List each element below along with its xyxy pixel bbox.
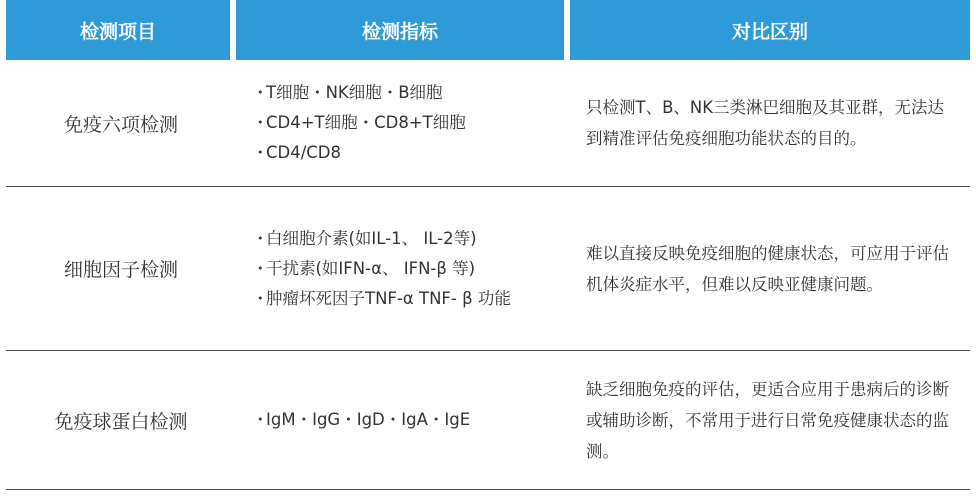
- indicator-list-item: ・ CD4/CD8: [252, 143, 342, 162]
- table-row: [6, 187, 970, 351]
- indicator-list-item: ・ CD4+T细胞・CD8+T细胞: [252, 113, 466, 132]
- row-comparison: 只检测T、B、NK三类淋巴细胞及其亚群，无法达到精准评估免疫细胞功能状态的目的。: [586, 98, 945, 148]
- row-indicators: [236, 60, 570, 186]
- row-comparison: 缺乏细胞免疫的评估，更适合应用于患病后的诊断或辅助诊断，不常用于进行日常免疫健康状态的监测。: [586, 379, 949, 461]
- indicator-list-item: ・ IgM・IgG・IgD・IgA・IgE: [252, 410, 471, 429]
- indicator-list-item: ・ 干扰素(如IFN-α、 IFN-β 等): [252, 258, 476, 278]
- row-item: 细胞因子检测: [63, 259, 178, 281]
- row-indicators: [236, 187, 570, 350]
- header-comparison: 对比区别: [570, 0, 970, 60]
- indicator-list-item: ・ 肿瘤坏死因子TNF-α TNF- β 功能: [252, 288, 511, 308]
- indicator-list-item: ・ T细胞・NK细胞・B细胞: [252, 83, 443, 102]
- header-detection-indicators: 检测指标: [236, 0, 564, 60]
- row-indicators: [236, 351, 570, 489]
- row-comparison: 难以直接反映免疫细胞的健康状态，可应用于评估机体炎症水平，但难以反映亚健康问题。: [586, 243, 949, 294]
- indicator-list-item: ・ 白细胞介素(如IL-1、 IL-2等): [252, 228, 477, 248]
- comparison-table: [6, 0, 970, 490]
- row-item: 免疫球蛋白检测: [54, 410, 188, 433]
- table-row: [6, 60, 970, 187]
- header-detection-item: 检测项目: [6, 0, 230, 60]
- table-row: [6, 351, 970, 490]
- row-item: 免疫六项检测: [63, 113, 178, 136]
- table-header: [6, 0, 970, 60]
